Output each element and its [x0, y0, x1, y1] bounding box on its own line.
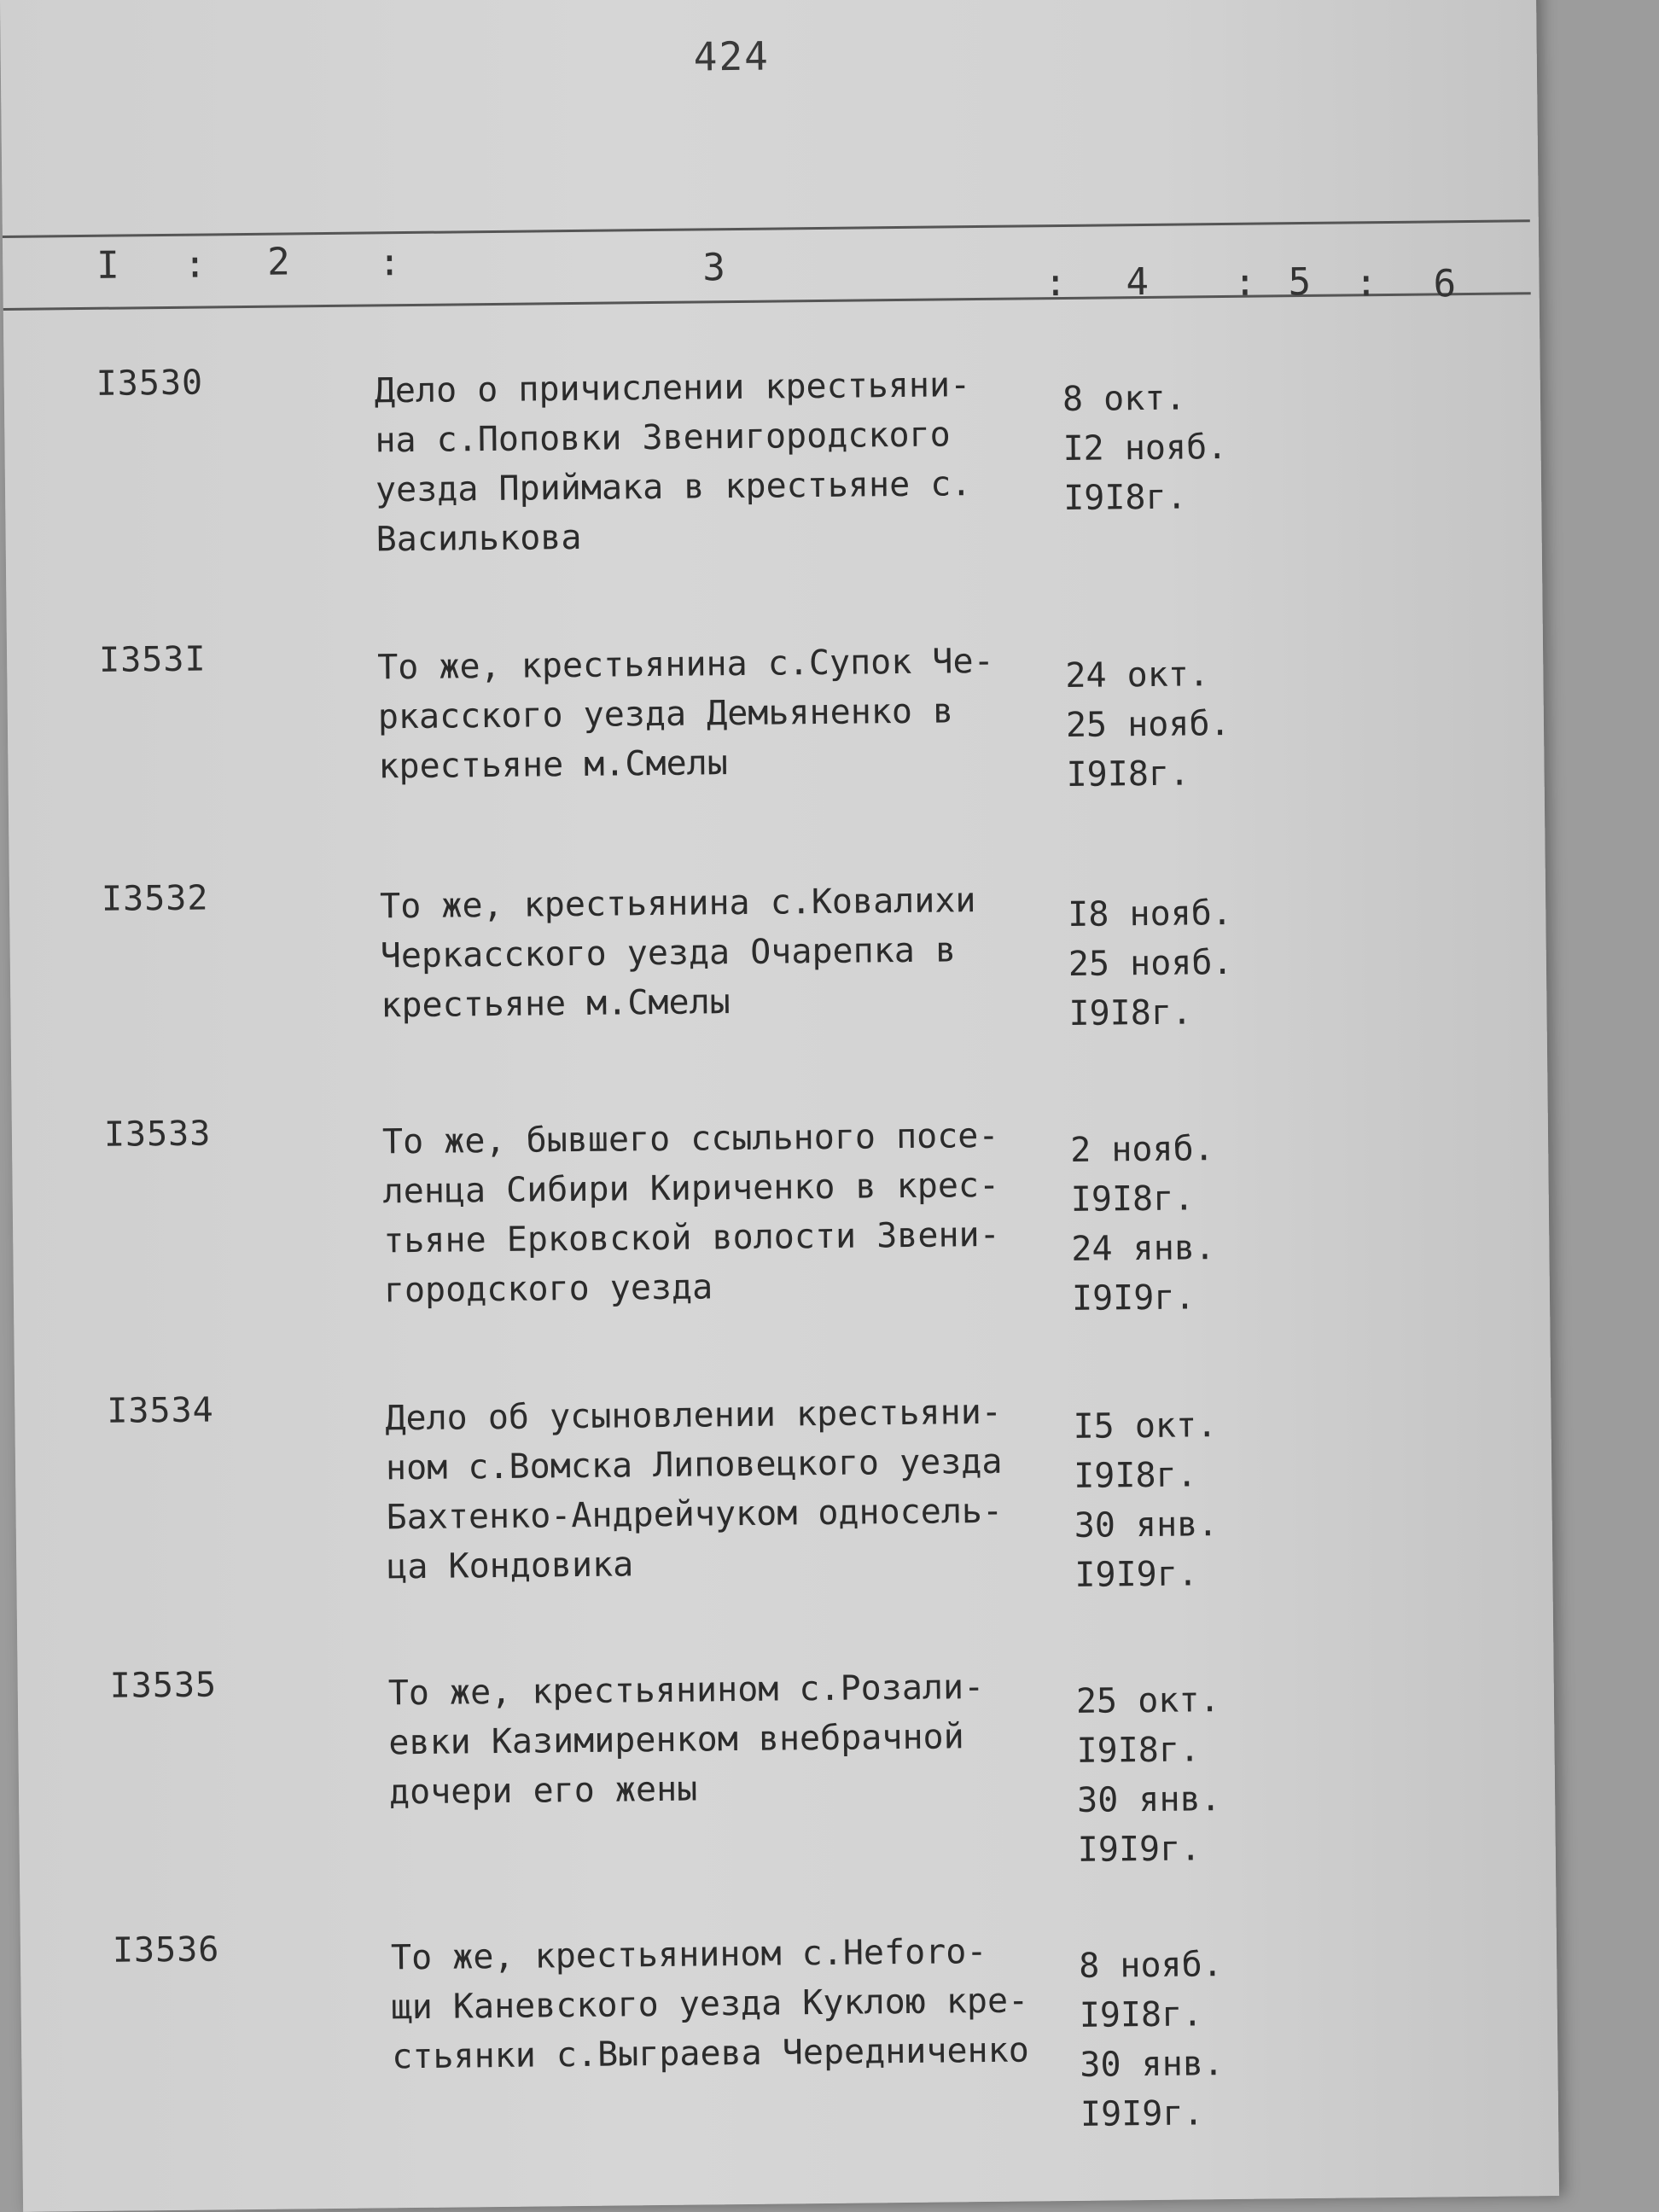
record-description: [382, 1110, 1033, 1315]
description-line: Черкасского уезда Очарепка в: [380, 930, 957, 976]
date-line: I9I8г.: [1062, 477, 1187, 518]
column-separator: :: [1354, 261, 1378, 306]
date-line: I9I9г.: [1074, 1554, 1199, 1595]
description-line: крестьяне м.Смелы: [381, 982, 731, 1026]
page-number: 424: [693, 32, 771, 80]
record-id: I353I: [98, 639, 207, 680]
record-description: [388, 1662, 1039, 1817]
column-header-1: I: [96, 243, 120, 288]
description-line: на с.Поповки Звенигородского: [375, 415, 951, 461]
record-dates: [1065, 649, 1231, 800]
description-line: евки Казимиренком внебрачной: [388, 1717, 964, 1763]
date-line: I9I9г.: [1071, 1278, 1196, 1318]
inventory-record: [3, 349, 1531, 560]
date-line: I9I8г.: [1066, 754, 1190, 795]
description-line: Дело о причислении крестьяни-: [374, 365, 971, 411]
description-line: тьяне Ерковской волости Звени-: [383, 1214, 1000, 1261]
description-line: То же, крестьянином с.Розали-: [387, 1668, 985, 1714]
date-line: I8 нояб.: [1068, 893, 1233, 934]
record-description: [377, 636, 1027, 791]
column-separator: :: [183, 242, 207, 287]
column-separator: :: [377, 241, 402, 285]
description-line: ца Кондовика: [387, 1545, 634, 1587]
description-line: ном с.Вомска Липовецкого уезда: [385, 1441, 1003, 1488]
column-header-2: 2: [266, 240, 291, 284]
description-line: ленца Сибири Кириченко в крес-: [382, 1165, 1000, 1212]
inventory-record: [12, 1100, 1540, 1318]
record-description: [380, 875, 1030, 1030]
date-line: 25 окт.: [1075, 1680, 1220, 1721]
inventory-record: [9, 864, 1537, 1033]
date-line: 24 янв.: [1071, 1228, 1216, 1269]
column-header-3: 3: [702, 246, 726, 290]
inventory-record: [20, 1916, 1548, 2134]
description-line: То же, бывшего ссыльного посе-: [381, 1115, 999, 1162]
column-header-4: 4: [1126, 259, 1150, 305]
description-line: Дело об усыновлении крестьяни-: [385, 1392, 1003, 1439]
record-id: I3530: [96, 363, 204, 404]
record-id: I3536: [112, 1930, 220, 1970]
inventory-record: [17, 1651, 1545, 1870]
date-line: I9I8г.: [1079, 1994, 1203, 2035]
record-id: I3535: [109, 1665, 218, 1706]
date-line: 8 окт.: [1062, 378, 1186, 419]
inventory-record: [7, 626, 1534, 795]
description-line: уезда Приймака в крестьяне с.: [375, 464, 972, 510]
date-line: 2 нояб.: [1069, 1129, 1214, 1170]
description-line: щи Каневского уезда Куклою кре-: [391, 1981, 1029, 2028]
date-line: 24 окт.: [1065, 655, 1210, 696]
record-description: [391, 1926, 1041, 2081]
record-id: I3533: [103, 1114, 212, 1155]
record-dates: [1073, 1400, 1219, 1600]
column-separator: :: [1044, 260, 1068, 306]
date-line: I9I8г.: [1068, 992, 1193, 1033]
column-header-band: [3, 219, 1531, 311]
date-line: 25 нояб.: [1065, 703, 1231, 745]
description-line: дочери его жены: [388, 1769, 698, 1813]
date-line: I9I8г.: [1073, 1455, 1197, 1496]
date-line: 30 янв.: [1076, 1779, 1221, 1820]
column-header-5: 5: [1288, 259, 1312, 305]
column-separator: :: [1233, 260, 1257, 305]
inventory-record: [15, 1377, 1542, 1595]
record-description: [385, 1387, 1035, 1592]
record-dates: [1068, 888, 1233, 1039]
date-line: 30 янв.: [1074, 1505, 1219, 1545]
description-line: То же, крестьянином с.Неforo-: [390, 1932, 987, 1978]
date-line: I9I9г.: [1080, 2093, 1204, 2134]
record-dates: [1079, 1940, 1225, 2139]
date-line: 8 нояб.: [1078, 1945, 1224, 1986]
record-description: [375, 359, 1025, 564]
description-line: То же, крестьянина с.Супок Че-: [376, 641, 994, 688]
description-line: крестьяне м.Смелы: [378, 743, 729, 787]
description-line: стьянки с.Выграева Чередниченко: [392, 2030, 1030, 2077]
date-line: I9I8г.: [1070, 1179, 1195, 1220]
date-line: I9I8г.: [1076, 1730, 1201, 1771]
date-line: I9I9г.: [1077, 1829, 1202, 1870]
column-header-6: 6: [1433, 262, 1457, 306]
record-id: I3534: [107, 1390, 214, 1431]
date-line: 30 янв.: [1080, 2044, 1225, 2085]
description-line: ркасского уезда Демьяненко в: [377, 691, 954, 737]
record-dates: [1070, 1124, 1216, 1324]
description-line: То же, крестьянина с.Ковалихи: [379, 881, 976, 927]
date-line: 25 нояб.: [1068, 942, 1233, 984]
record-dates: [1062, 373, 1228, 523]
date-line: I2 нояб.: [1062, 427, 1228, 469]
date-line: I5 окт.: [1073, 1406, 1218, 1447]
description-line: городского уезда: [383, 1267, 713, 1311]
description-line: Василькова: [375, 517, 582, 560]
record-id: I3532: [101, 878, 209, 919]
record-dates: [1076, 1675, 1222, 1875]
description-line: Бахтенко-Андрейчуком односель-: [386, 1491, 1004, 1538]
